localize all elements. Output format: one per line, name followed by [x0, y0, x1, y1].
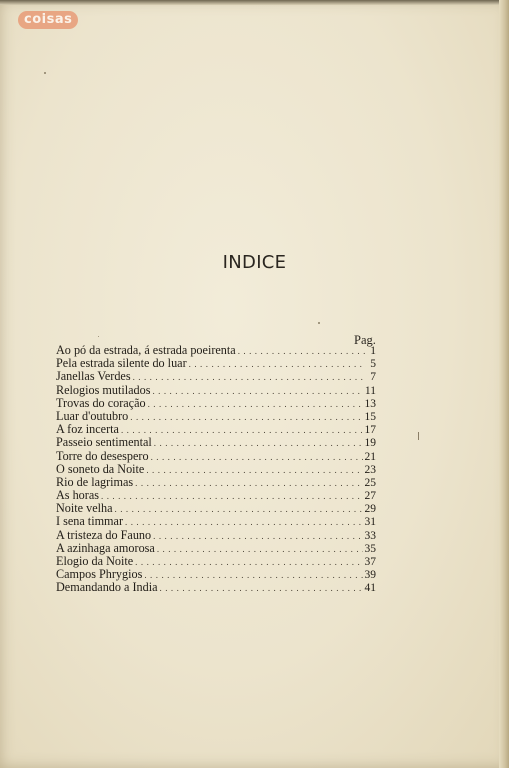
toc-entry-page-number: 35 — [364, 542, 376, 555]
toc-entry-title: O soneto da Noite — [56, 461, 145, 476]
toc-entry — [56, 397, 376, 410]
toc-entry-title: Campos Phrygios — [56, 567, 143, 582]
toc-entry-title: Luar d'outubro — [56, 408, 129, 423]
toc-entry — [56, 529, 376, 542]
toc-entry-page-number: 7 — [370, 371, 376, 384]
page-right-edge — [499, 0, 509, 768]
toc-entry-title: As horas — [56, 488, 99, 503]
dot-leader — [238, 345, 369, 358]
toc-entry — [56, 463, 376, 476]
toc-entry-page-number: 1 — [370, 345, 376, 357]
watermark-logo: coisas — [18, 11, 78, 29]
toc-entry-title: A tristeza do Fauno — [56, 527, 152, 542]
toc-entry — [56, 581, 376, 594]
toc-entry — [56, 370, 376, 383]
toc-entry-page-number: 27 — [364, 490, 376, 503]
toc-entry-title: Elogio da Noite — [56, 554, 134, 568]
toc-entry-page-number: 5 — [370, 358, 376, 371]
dot-leader — [125, 516, 362, 529]
toc-entry-title: Trovas do coração — [56, 395, 146, 410]
toc-entry-page-number: 25 — [364, 476, 376, 489]
toc-entry-page-number: 21 — [364, 450, 376, 463]
toc-entry-page-number: 17 — [364, 424, 376, 437]
page-top-edge — [0, 0, 509, 5]
toc-entry-page-number: 23 — [364, 463, 376, 476]
toc-entry-page-number: 39 — [364, 569, 376, 582]
toc-entry-title: Ao pó da estrada, á estrada poeirenta — [56, 343, 236, 357]
dot-leader — [101, 490, 362, 503]
dot-leader — [189, 358, 367, 371]
toc-entry — [56, 384, 376, 397]
dot-leader — [135, 556, 362, 569]
toc-entry-title: Passeio sentimental — [56, 435, 152, 450]
toc-entry — [56, 515, 376, 528]
toc-entry-title: Rio de lagrimas — [56, 474, 134, 489]
toc-entry-page-number: 37 — [364, 556, 376, 568]
paper-speck — [418, 432, 419, 440]
toc-entry-title: Torre do desespero — [56, 448, 149, 463]
paper-speck — [44, 72, 46, 74]
dot-leader — [154, 437, 363, 450]
toc-entry-page-number: 31 — [364, 516, 376, 529]
page-title: INDICE — [222, 252, 287, 273]
dot-leader — [151, 451, 363, 464]
dot-leader — [133, 371, 364, 384]
dot-leader — [152, 385, 362, 398]
dot-leader — [148, 398, 363, 411]
toc-entry — [56, 450, 376, 463]
toc-entry-page-number: 19 — [364, 437, 376, 450]
toc-entry-page-number: 29 — [364, 503, 376, 516]
dot-leader — [115, 503, 363, 516]
dot-leader — [160, 582, 363, 595]
dot-leader — [153, 530, 362, 543]
toc-entry-title: Relogios mutilados — [56, 382, 151, 397]
toc-entry-title: A azinhaga amorosa — [56, 540, 155, 555]
toc-entry-page-number: 13 — [364, 397, 376, 410]
page-column-label: Pag. — [354, 333, 376, 347]
paper-speck — [318, 322, 320, 324]
dot-leader — [121, 424, 363, 437]
dot-leader — [144, 569, 362, 582]
toc-entry-page-number: 15 — [364, 410, 376, 423]
toc-entry-title: Pela estrada silente do luar — [56, 356, 187, 371]
toc-entry-title: I sena timmar — [56, 514, 124, 529]
dot-leader — [157, 543, 363, 556]
dot-leader — [130, 411, 362, 424]
toc-entry-title: Janellas Verdes — [56, 369, 131, 384]
toc-entry-page-number: 11 — [364, 384, 376, 397]
toc-entry — [56, 476, 376, 489]
table-of-contents — [56, 344, 376, 595]
toc-entry-title: A foz incerta — [56, 422, 119, 437]
toc-entry-title: Noite velha — [56, 501, 113, 516]
dot-leader — [146, 464, 362, 477]
toc-entry-title: Demandando a India — [56, 580, 158, 595]
toc-entry-page-number: 33 — [364, 529, 376, 542]
toc-entry — [56, 436, 376, 449]
dot-leader — [135, 477, 362, 490]
paper-speck — [98, 336, 99, 337]
toc-entry-page-number: 41 — [364, 582, 376, 595]
